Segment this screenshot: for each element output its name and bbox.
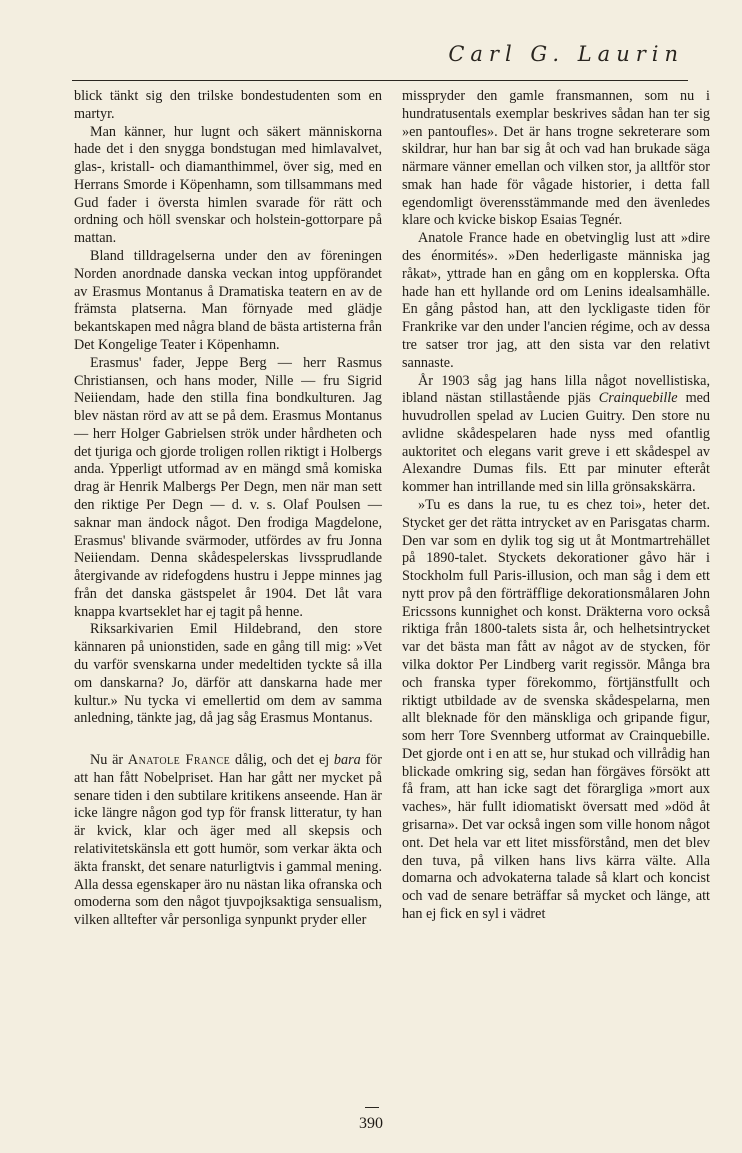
paragraph: misspryder den gamle fransmannen, som nu i hundratusentals exemplar beskrives sådan han ter sig »en pantoufles». Det är hans trogne sekreterare som skildrar, hur han bar sig åt och vad han brukade säga närmare vänner emellan och vilken stor, ja alltför stor smak han hade för vågade historier, i detta fall egendomligt överensstämmande med den ävenledes klare och kvicke biskop Esaias Tegnér.: [402, 88, 710, 229]
paragraph: Riksarkivarien Emil Hildebrand, den store kännaren på unionstiden, sade en gång till mig: »Vet du varför svenskarna under medeltiden tyckte så illa om danskarna? Jo, därför att danskarna hade mer kultur.» Nu tycka vi emellertid om dem av samma anledning, tänkte jag, då jag såg Erasmus Montanus.: [74, 621, 382, 727]
page-number: 390: [0, 1115, 742, 1133]
page-number-rule: [365, 1107, 379, 1108]
left-column: [74, 88, 382, 930]
paragraph: »Tu es dans la rue, tu es chez toi», heter det. Stycket ger det rätta intrycket av en Parisgatas charm. Den var som en dylik tog sig ut åt Montmartrehället på 1890-talet. Styckets dekorationer gåvo här i Stockholm full Paris-illusion, och man såg i dem ett nytt prov på den förträfflige dekorationsmålaren John Ericssons kunnighet och konst. Dräkterna voro också riktiga från 1800-talets sista år, och helhetsintrycket var det bästa man fått av något av de stycken, för vilka doktor Per Lindberg varit regissör. Många bra och franska typer förekommo, förtjänstfullt och riktigt utbildade av de svenska skådespelarna, men allt bleknade för den mänskliga och gripande figur, som herr Tore Svennberg utformat av Crainquebille. Det gjorde ont i en att se, hur stukad och villrådig han blickade omkring sig, sedan han förgäves försökt att få fram, att han icke sagt det förargliga »mort aux vaches», här fullt idiomatiskt översatt med »död åt grisarna». Det var också ingen som ville honom något ont. Det hela var ett litet missförstånd, men det blev den tuva, på vilken hans livs kärra välte. Alla domarna och advokaterna talade så klart och koncist och vad de senare beträffar så mycket och länge, att han ej fick en syl i vädret: [402, 496, 710, 922]
paragraph: blick tänkt sig den trilske bondestudenten som en martyr.: [74, 88, 382, 122]
paragraph: Man känner, hur lugnt och säkert människorna hade det i den snygga bondstugan med himlavalvet, glas-, kristall- och diamanthimmel, över sig, med en Herrans Smorde i Köpenhamn, som tillsammans med Gud fader i översta himlen svarade för rätt och ordning och höll svenskar och holstein-gottorpare på mattan.: [74, 123, 382, 247]
paragraph: Nu är Anatole France dålig, och det ej bara för att han fått Nobelpriset. Han har gått ner mycket på senare tiden i den subtilare kritikens anseende. Han är icke längre någon god typ för fransk litteratur, ty han är kvick, klar och äger med all skepsis och relativitetskänsla ett gott humör, som verkar äkta och äkta franskt, det senare naturligtvis i gammal mening. Alla dessa egenskaper äro nu nästan lika ofranska och omoderna som den något tjuvpojksaktiga sensualism, vilken alltefter vår personliga synpunkt pryder eller: [74, 752, 382, 929]
paragraph: Erasmus' fader, Jeppe Berg — herr Rasmus Christiansen, och hans moder, Nille — fru Sigrid Neiiendam, hade den stilla fina bondkulturen. Jag blev nästan rörd av att se på dem. Erasmus Montanus — herr Holger Gabrielsen strök under hårdheten och det tjuriga och gjorde troligen rollen riktigt i Holbergs anda. Ypperligt utformad av en mängd små komiska drag är Henrik Malbergs Per Degn, men när man sett den riktige Per Degn — d. v. s. Olaf Poulsen — saknar man ändock något. Den frodiga Magdelone, Erasmus' blivande svärmoder, utfördes av fru Jonna Neiiendam. Denna skådespelerskas livssprudlande återgivande av ridefogdens hustru i Jeppe minnes jag från det danska gästspelet år 1904. Det låt vara knappa kvartseklet har ej tagit på henne.: [74, 354, 382, 620]
paragraph: Anatole France hade en obetvinglig lust att »dire des énormités». »Den hederligaste människa jag råkat», yttrade han en gång om en kopplerska. Ofta hade han ett hyllande ord om Lenins idealsamhälle. En gång påstod han, att den lyckligaste tiden för Frankrike var den under l'ancien régime, och av dessa tre satser tror jag, att den sista var den relativt sannaste.: [402, 230, 710, 371]
play-title: Crainquebille: [598, 390, 678, 407]
author-name: Anatole France: [127, 752, 231, 769]
running-header: [72, 40, 688, 81]
emphasis: bara: [333, 752, 361, 769]
paragraph: Bland tilldragelserna under den av föreningen Norden anordnade danska veckan intog uppförandet av Erasmus Montanus å Dramatiska teatern en av de främsta platserna. Man förnyade med glädje bekantskapen med några bland de bästa artisterna från Det Kongelige Teater i Köpenhamn.: [74, 248, 382, 353]
right-column: [402, 88, 710, 924]
paragraph: År 1903 såg jag hans lilla något novellistiska, ibland nästan stillastående pjäs Crainquebille med huvudrollen spelad av Lucien Guitry. Den store nu avlidne skådespelaren hade nyss med ofantlig auktoritet och elegans varit greve i ett skådespel av Alexandre Dumas fils. Ett par minuter efteråt kommer han intrillande med sin lilla grönsakskärra.: [402, 372, 710, 496]
running-title: Carl G. Laurin: [448, 42, 684, 66]
